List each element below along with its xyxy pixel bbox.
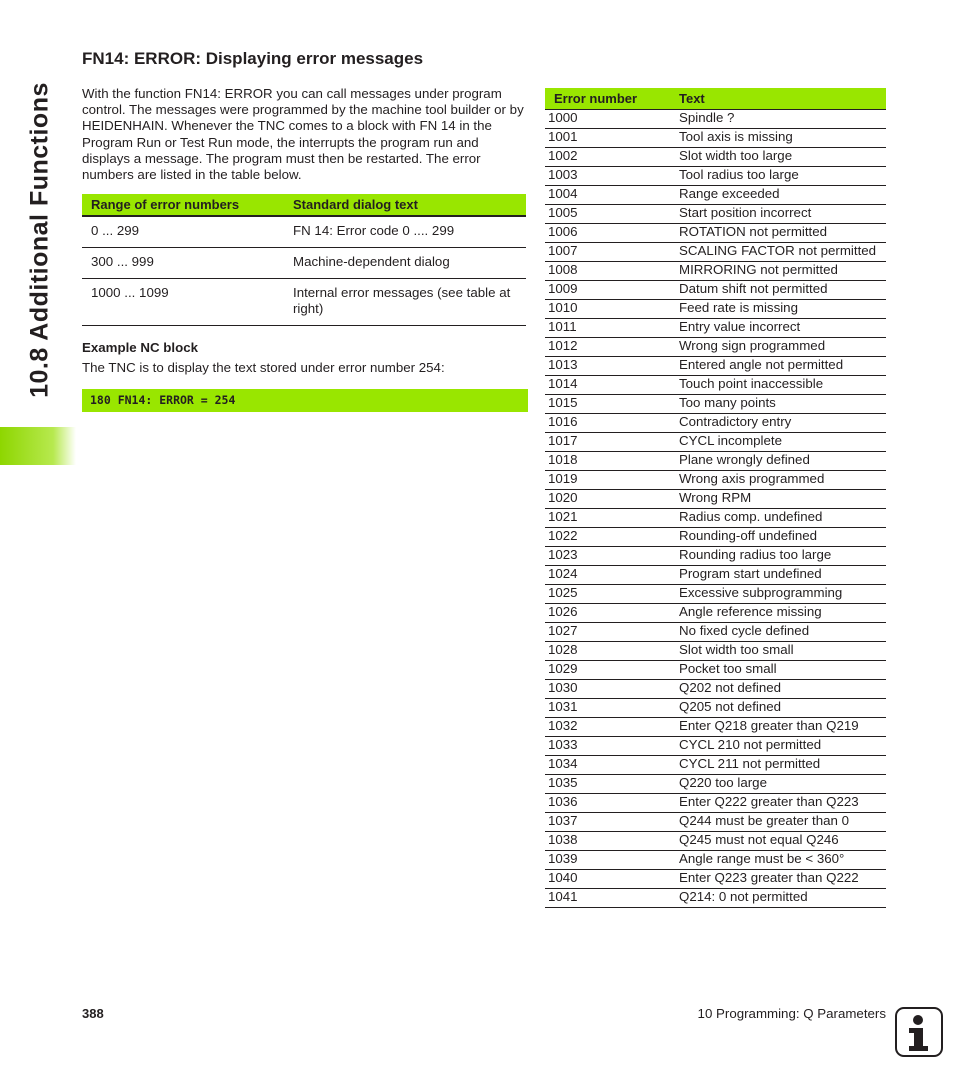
table-cell-text: Start position incorrect — [676, 205, 886, 224]
table-cell-text: Entered angle not permitted — [676, 357, 886, 376]
table-row — [545, 889, 886, 908]
table-row — [545, 300, 886, 319]
table-cell-number: 1024 — [545, 566, 676, 585]
table-cell-text: Program start undefined — [676, 566, 886, 585]
table-cell-number: 1008 — [545, 262, 676, 281]
table-cell-text: Wrong RPM — [676, 490, 886, 509]
table-cell-number: 1033 — [545, 737, 676, 756]
table-cell-number: 1034 — [545, 756, 676, 775]
table-row — [545, 756, 886, 775]
table-cell-text: Slot width too small — [676, 642, 886, 661]
nc-code-block: 180 FN14: ERROR = 254 — [82, 389, 528, 412]
table-cell-text: Wrong axis programmed — [676, 471, 886, 490]
table-cell-number: 1037 — [545, 813, 676, 832]
table-cell-text: Tool axis is missing — [676, 129, 886, 148]
table-cell-text: Q205 not defined — [676, 699, 886, 718]
table-row — [545, 110, 886, 129]
table-row — [545, 585, 886, 604]
intro-paragraph: With the function FN14: ERROR you can call messages under program control. The messages were programmed by the machine tool builder or by HEIDENHAIN. Whenever the TNC comes to a block with FN 14 in the Program Run or Test Run mode, the interrupts the program run and displays a message. The program must then be restarted. The error numbers are listed in the table below. — [82, 86, 524, 183]
table-row — [545, 433, 886, 452]
table-row — [545, 737, 886, 756]
info-icon — [895, 1007, 943, 1057]
column-header: Error number — [545, 88, 676, 110]
table-cell-text: Angle range must be < 360° — [676, 851, 886, 870]
table-row — [545, 509, 886, 528]
table-cell-number: 1013 — [545, 357, 676, 376]
table-row — [545, 775, 886, 794]
table-cell-number: 1003 — [545, 167, 676, 186]
table-cell-text: Q245 must not equal Q246 — [676, 832, 886, 851]
table-row — [545, 129, 886, 148]
table-cell-number: 1000 — [545, 110, 676, 129]
table-cell-text: Excessive subprogramming — [676, 585, 886, 604]
table-row — [545, 832, 886, 851]
table-row — [545, 604, 886, 623]
table-row — [545, 243, 886, 262]
table-cell-number: 1038 — [545, 832, 676, 851]
table-cell-number: 1014 — [545, 376, 676, 395]
table-cell-number: 1002 — [545, 148, 676, 167]
table-cell-number: 1023 — [545, 547, 676, 566]
table-row — [545, 794, 886, 813]
table-cell-number: 1027 — [545, 623, 676, 642]
table-cell-text: CYCL 211 not permitted — [676, 756, 886, 775]
table-cell-text: Machine-dependent dialog — [284, 248, 526, 279]
table-cell-text: ROTATION not permitted — [676, 224, 886, 243]
table-cell-number: 1030 — [545, 680, 676, 699]
table-cell-text: Plane wrongly defined — [676, 452, 886, 471]
table-row — [545, 186, 886, 205]
table-cell-text: Enter Q222 greater than Q223 — [676, 794, 886, 813]
table-cell-number: 1031 — [545, 699, 676, 718]
table-cell-text: Rounding-off undefined — [676, 528, 886, 547]
table-cell-number: 1025 — [545, 585, 676, 604]
table-cell-text: Q244 must be greater than 0 — [676, 813, 886, 832]
table-row — [545, 813, 886, 832]
table-cell-number: 1001 — [545, 129, 676, 148]
table-row — [545, 680, 886, 699]
table-cell-text: Range exceeded — [676, 186, 886, 205]
table-cell-number: 1040 — [545, 870, 676, 889]
table-cell-number: 1010 — [545, 300, 676, 319]
table-cell-number: 1018 — [545, 452, 676, 471]
table-row — [545, 224, 886, 243]
footer-chapter: 10 Programming: Q Parameters — [697, 1006, 886, 1021]
table-cell-number: 1021 — [545, 509, 676, 528]
table-row — [545, 357, 886, 376]
column-header: Text — [676, 88, 886, 110]
table-cell-number: 0 ... 299 — [82, 216, 284, 248]
table-cell-text: Entry value incorrect — [676, 319, 886, 338]
table-row — [545, 338, 886, 357]
table-row — [545, 262, 886, 281]
table-cell-text: MIRRORING not permitted — [676, 262, 886, 281]
table-row — [545, 699, 886, 718]
table-row — [545, 395, 886, 414]
table-cell-text: SCALING FACTOR not permitted — [676, 243, 886, 262]
table-cell-text: Enter Q218 greater than Q219 — [676, 718, 886, 737]
table-row — [545, 718, 886, 737]
table-cell-text: Q214: 0 not permitted — [676, 889, 886, 908]
table-header-row — [545, 88, 886, 110]
table-cell-number: 1035 — [545, 775, 676, 794]
table-cell-number: 1007 — [545, 243, 676, 262]
table-cell-number: 1022 — [545, 528, 676, 547]
chapter-side-title — [25, 50, 54, 430]
table-cell-text: Q202 not defined — [676, 680, 886, 699]
table-row — [545, 471, 886, 490]
table-row — [545, 642, 886, 661]
table-cell-number: 1041 — [545, 889, 676, 908]
table-row — [82, 279, 526, 326]
table-cell-number: 1004 — [545, 186, 676, 205]
table-row — [545, 547, 886, 566]
table-cell-number: 1036 — [545, 794, 676, 813]
table-cell-number: 1026 — [545, 604, 676, 623]
table-cell-text: Internal error messages (see table at right) — [284, 279, 526, 326]
table-cell-number: 1012 — [545, 338, 676, 357]
table-cell-text: Too many points — [676, 395, 886, 414]
error-range-table — [82, 194, 526, 326]
table-row — [545, 414, 886, 433]
table-row — [545, 205, 886, 224]
table-cell-text: Feed rate is missing — [676, 300, 886, 319]
table-cell-number: 1017 — [545, 433, 676, 452]
table-row — [545, 528, 886, 547]
error-number-table — [545, 88, 886, 908]
table-cell-text: Enter Q223 greater than Q222 — [676, 870, 886, 889]
table-row — [545, 566, 886, 585]
table-row — [545, 148, 886, 167]
table-header-row — [82, 194, 526, 216]
table-row — [82, 216, 526, 248]
section-title: FN14: ERROR: Displaying error messages — [82, 49, 424, 68]
table-cell-text: CYCL 210 not permitted — [676, 737, 886, 756]
table-cell-number: 1029 — [545, 661, 676, 680]
table-cell-text: Contradictory entry — [676, 414, 886, 433]
table-cell-text: Tool radius too large — [676, 167, 886, 186]
page-number: 388 — [82, 1006, 104, 1021]
column-header: Range of error numbers — [82, 194, 284, 216]
table-cell-text: Angle reference missing — [676, 604, 886, 623]
table-cell-number: 1015 — [545, 395, 676, 414]
table-row — [545, 167, 886, 186]
table-cell-number: 1019 — [545, 471, 676, 490]
table-row — [545, 623, 886, 642]
table-cell-number: 1039 — [545, 851, 676, 870]
table-cell-number: 1020 — [545, 490, 676, 509]
example-heading: Example NC block — [82, 340, 199, 355]
table-row — [545, 870, 886, 889]
table-row — [545, 661, 886, 680]
table-row — [545, 851, 886, 870]
table-cell-text: Datum shift not permitted — [676, 281, 886, 300]
table-cell-text: Spindle ? — [676, 110, 886, 129]
table-cell-number: 300 ... 999 — [82, 248, 284, 279]
table-row — [545, 376, 886, 395]
table-cell-number: 1000 ... 1099 — [82, 279, 284, 326]
table-cell-number: 1032 — [545, 718, 676, 737]
table-cell-number: 1028 — [545, 642, 676, 661]
table-cell-text: No fixed cycle defined — [676, 623, 886, 642]
example-text: The TNC is to display the text stored under error number 254: — [82, 360, 445, 375]
table-cell-number: 1006 — [545, 224, 676, 243]
table-cell-text: Slot width too large — [676, 148, 886, 167]
table-cell-number: 1016 — [545, 414, 676, 433]
table-cell-text: FN 14: Error code 0 .... 299 — [284, 216, 526, 248]
table-cell-text: Rounding radius too large — [676, 547, 886, 566]
table-cell-number: 1005 — [545, 205, 676, 224]
table-cell-text: Wrong sign programmed — [676, 338, 886, 357]
table-cell-text: Radius comp. undefined — [676, 509, 886, 528]
table-row — [545, 452, 886, 471]
table-row — [545, 319, 886, 338]
table-row — [545, 281, 886, 300]
table-cell-text: Q220 too large — [676, 775, 886, 794]
chapter-tab-marker — [0, 427, 76, 465]
column-header: Standard dialog text — [284, 194, 526, 216]
table-row — [82, 248, 526, 279]
table-cell-text: CYCL incomplete — [676, 433, 886, 452]
table-cell-number: 1011 — [545, 319, 676, 338]
chapter-side-title-text: 10.8 Additional Functions — [25, 82, 54, 398]
table-cell-text: Pocket too small — [676, 661, 886, 680]
table-cell-number: 1009 — [545, 281, 676, 300]
table-row — [545, 490, 886, 509]
table-cell-text: Touch point inaccessible — [676, 376, 886, 395]
